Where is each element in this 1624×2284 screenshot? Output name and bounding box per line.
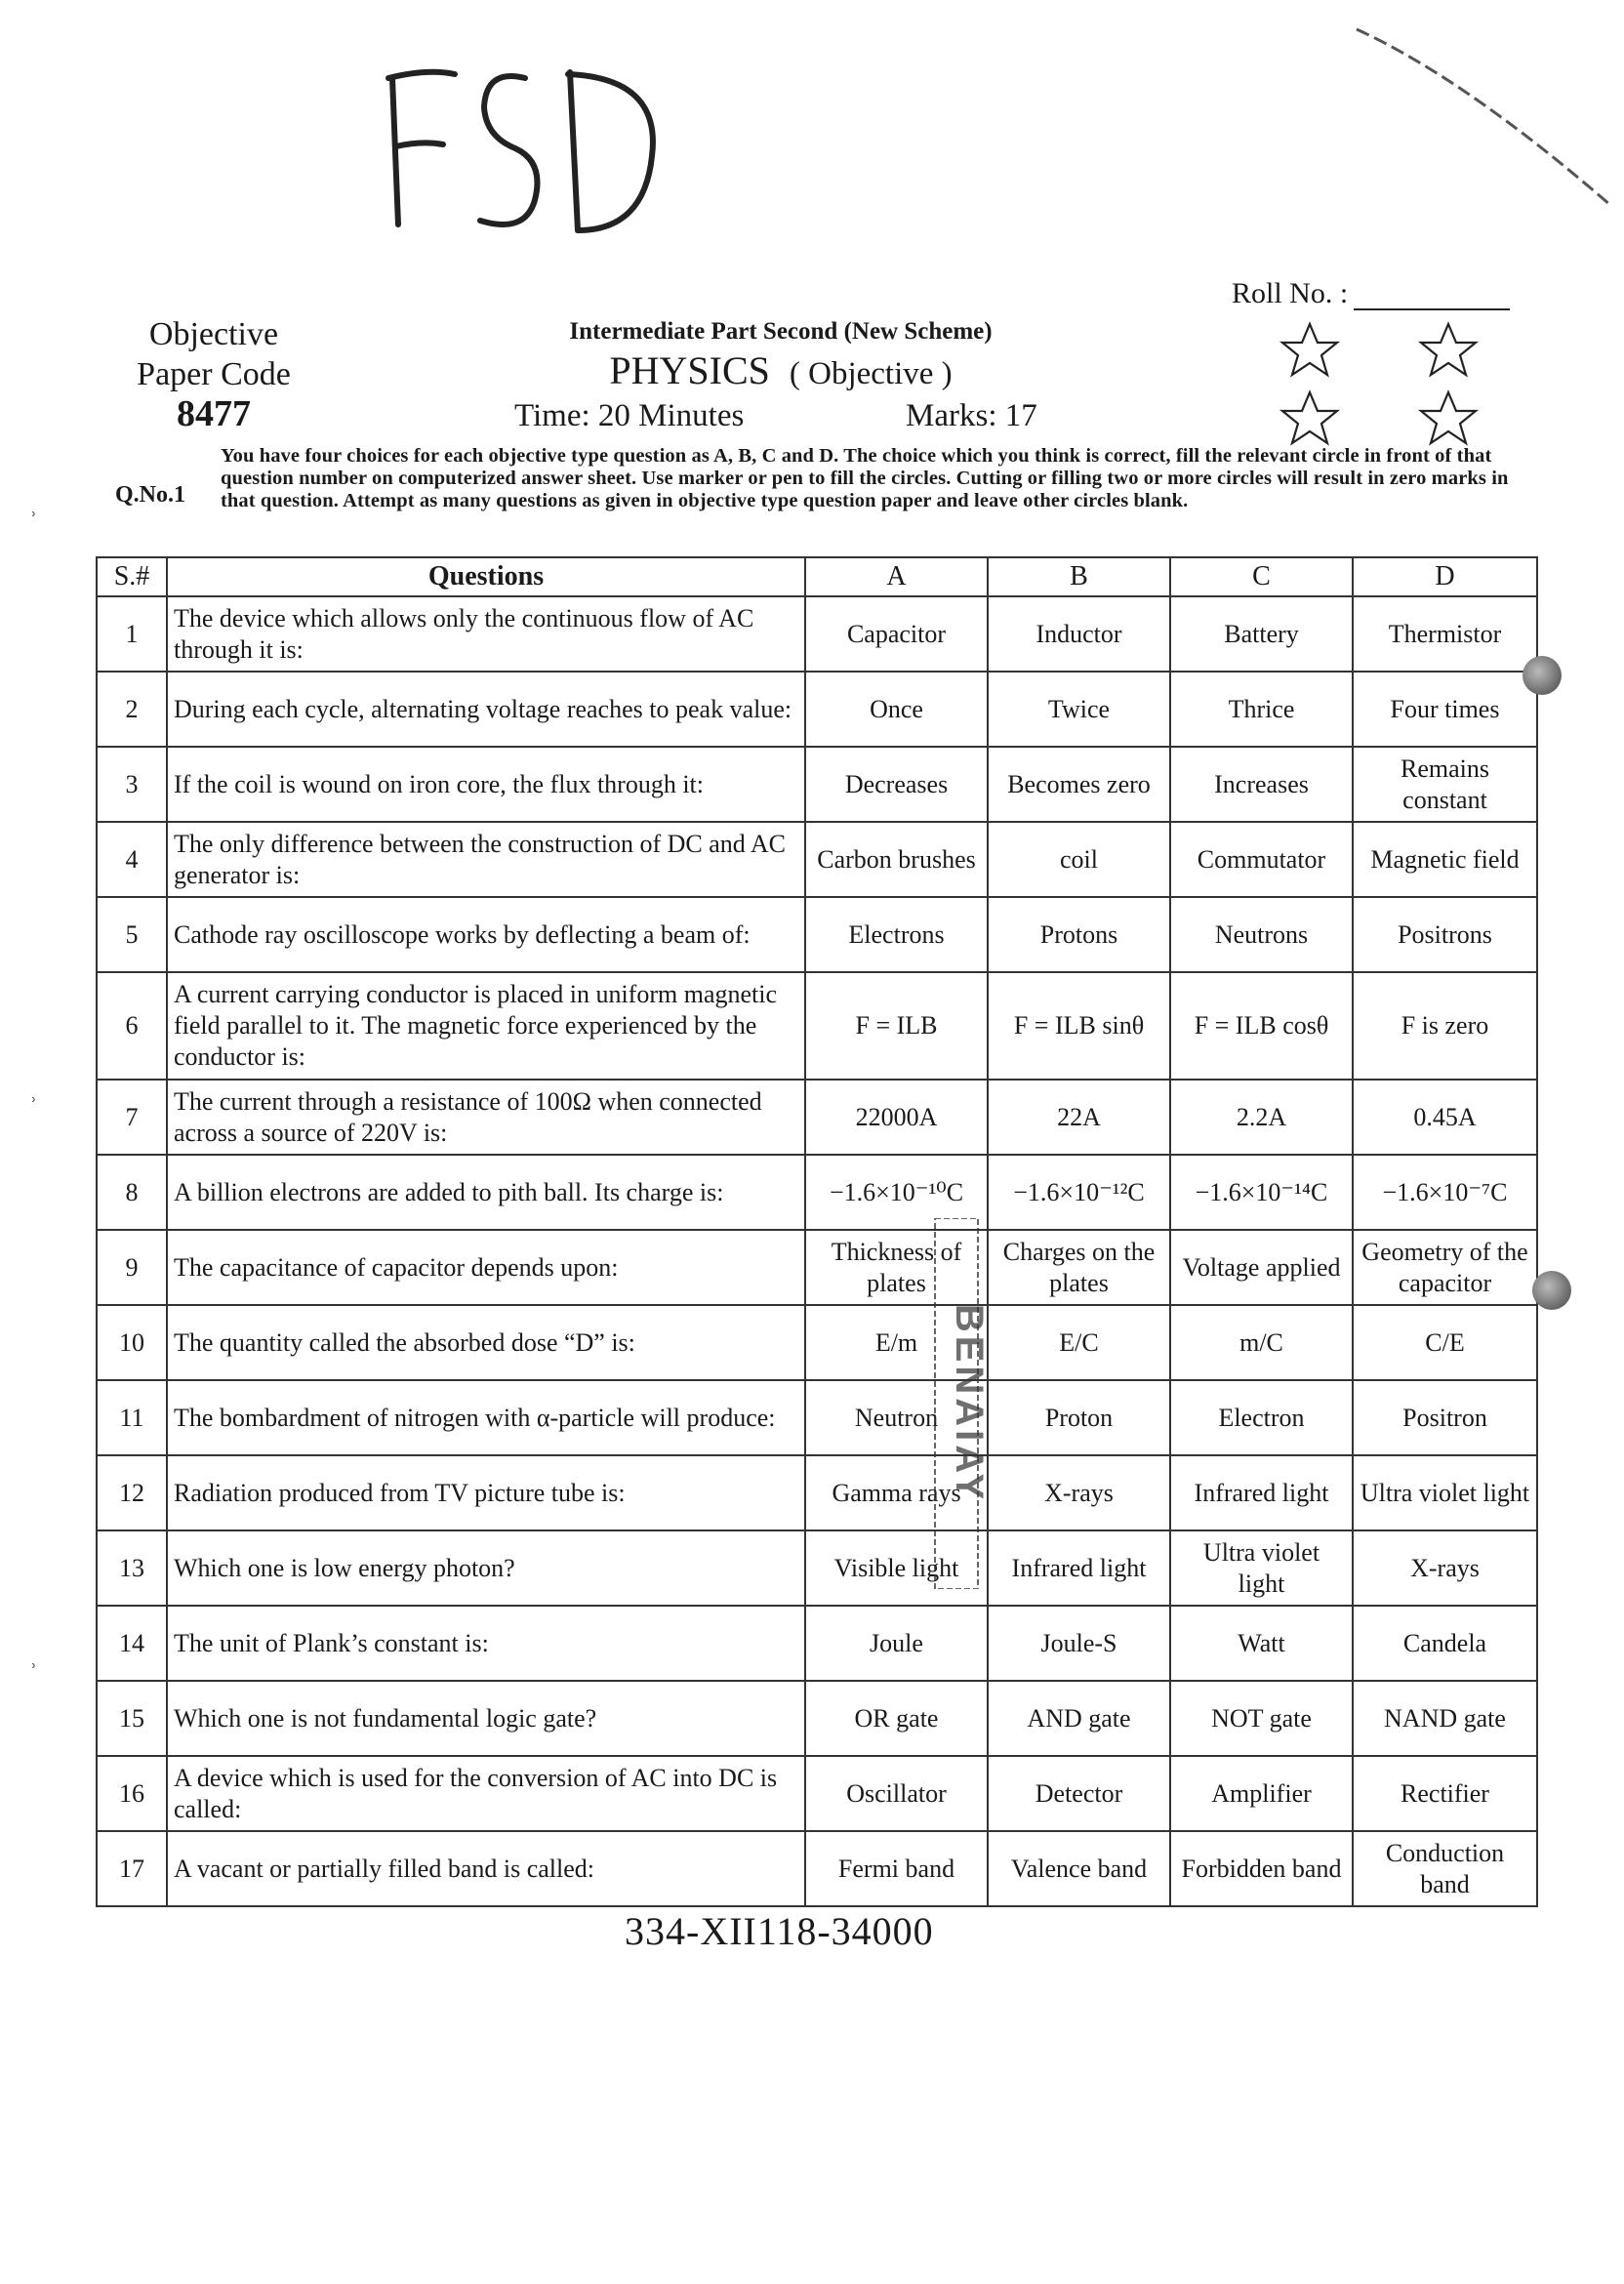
row-number: 14 (97, 1606, 167, 1681)
option-d: Four times (1353, 672, 1537, 747)
option-d: Positrons (1353, 897, 1537, 972)
option-c: m/C (1170, 1305, 1353, 1380)
option-a: Gamma rays (805, 1455, 988, 1530)
option-c: Thrice (1170, 672, 1353, 747)
option-d: Rectifier (1353, 1756, 1537, 1831)
margin-mark: ʾ (29, 508, 38, 536)
punch-hole (1532, 1271, 1571, 1310)
option-c: 2.2A (1170, 1080, 1353, 1155)
option-c: Amplifier (1170, 1756, 1353, 1831)
table-row (97, 747, 1537, 822)
row-number: 5 (97, 897, 167, 972)
option-b: Protons (988, 897, 1170, 972)
question-text: Cathode ray oscilloscope works by deflecting a beam of: (167, 897, 805, 972)
option-c: Ultra violet light (1170, 1530, 1353, 1606)
roll-number-label: Roll No. : (1232, 277, 1349, 309)
option-a: Capacitor (805, 596, 988, 672)
question-text: The bombardment of nitrogen with α-particle will produce: (167, 1380, 805, 1455)
row-number: 8 (97, 1155, 167, 1230)
subject-name: PHYSICS (609, 348, 770, 392)
table-row (97, 1455, 1537, 1530)
option-a: Decreases (805, 747, 988, 822)
option-b: coil (988, 822, 1170, 897)
option-a: −1.6×10⁻¹⁰C (805, 1155, 988, 1230)
row-number: 9 (97, 1230, 167, 1305)
instructions: You have four choices for each objective type question as A, B, C and D. The choice which you think is correct, fill the relevant circle in front of that question number on computerized answer sheet. Use marker or pen to fill the circles. Cutting or filling two or more circles will result in zero marks in that question. Attempt as many questions as given in objective type question paper and leave other circles blank. (221, 445, 1509, 511)
question-text: The quantity called the absorbed dose “D” is: (167, 1305, 805, 1380)
option-b: Inductor (988, 596, 1170, 672)
paper-code-label: Paper Code (137, 356, 291, 392)
option-a: Visible light (805, 1530, 988, 1606)
option-c: Infrared light (1170, 1455, 1353, 1530)
option-c: F = ILB cosθ (1170, 972, 1353, 1080)
star-icon (1421, 324, 1476, 375)
option-d: Candela (1353, 1606, 1537, 1681)
margin-mark: ʾ (29, 1093, 38, 1122)
star-icon (1282, 324, 1337, 375)
table-row (97, 1230, 1537, 1305)
option-c: Neutrons (1170, 897, 1353, 972)
paper-code-block (102, 314, 326, 434)
option-a: Once (805, 672, 988, 747)
question-text: The unit of Plank’s constant is: (167, 1606, 805, 1681)
row-number: 12 (97, 1455, 167, 1530)
subject-type: ( Objective ) (789, 356, 953, 391)
question-text: The current through a resistance of 100Ω when connected across a source of 220V is: (167, 1080, 805, 1155)
option-a: Fermi band (805, 1831, 988, 1906)
option-b: Becomes zero (988, 747, 1170, 822)
question-text: Which one is not fundamental logic gate? (167, 1681, 805, 1756)
option-a: Joule (805, 1606, 988, 1681)
question-text: The only difference between the construction of DC and AC generator is: (167, 822, 805, 897)
option-b: Detector (988, 1756, 1170, 1831)
table-row (97, 596, 1537, 672)
option-a: Thickness of plates (805, 1230, 988, 1305)
option-d: Ultra violet light (1353, 1455, 1537, 1530)
question-text: A device which is used for the conversion of AC into DC is called: (167, 1756, 805, 1831)
option-b: Twice (988, 672, 1170, 747)
stamp-text: BENAIAY (948, 1303, 991, 1504)
table-row (97, 1305, 1537, 1380)
option-c: NOT gate (1170, 1681, 1353, 1756)
roll-number (1232, 277, 1510, 310)
option-c: Battery (1170, 596, 1353, 672)
table-row (97, 1606, 1537, 1681)
table-row (97, 1831, 1537, 1906)
option-b: E/C (988, 1305, 1170, 1380)
star-boxes (1269, 318, 1503, 455)
table-row (97, 1681, 1537, 1756)
question-text: Which one is low energy photon? (167, 1530, 805, 1606)
punch-hole (1522, 656, 1562, 695)
option-c: Electron (1170, 1380, 1353, 1455)
row-number: 7 (97, 1080, 167, 1155)
table-row (97, 897, 1537, 972)
question-text: A billion electrons are added to pith ball. Its charge is: (167, 1155, 805, 1230)
option-b: F = ILB sinθ (988, 972, 1170, 1080)
option-d: C/E (1353, 1305, 1537, 1380)
question-text: A vacant or partially filled band is called: (167, 1831, 805, 1906)
subject-line (508, 347, 1054, 393)
option-b: Valence band (988, 1831, 1170, 1906)
option-b: AND gate (988, 1681, 1170, 1756)
option-a: E/m (805, 1305, 988, 1380)
objective-label: Objective (148, 316, 279, 352)
option-c: −1.6×10⁻¹⁴C (1170, 1155, 1353, 1230)
option-b: Infrared light (988, 1530, 1170, 1606)
star-icon (1421, 392, 1476, 443)
stamp-mark (910, 1218, 1003, 1589)
table-row (97, 672, 1537, 747)
option-c: Voltage applied (1170, 1230, 1353, 1305)
table-row (97, 1380, 1537, 1455)
option-b: Charges on the plates (988, 1230, 1170, 1305)
row-number: 6 (97, 972, 167, 1080)
option-a: Neutron (805, 1380, 988, 1455)
option-a: Carbon brushes (805, 822, 988, 897)
option-d: 0.45A (1353, 1080, 1537, 1155)
option-b: Joule-S (988, 1606, 1170, 1681)
row-number: 17 (97, 1831, 167, 1906)
option-d: NAND gate (1353, 1681, 1537, 1756)
row-number: 4 (97, 822, 167, 897)
option-d: Magnetic field (1353, 822, 1537, 897)
question-text: The device which allows only the continuous flow of AC through it is: (167, 596, 805, 672)
row-number: 2 (97, 672, 167, 747)
option-d: F is zero (1353, 972, 1537, 1080)
option-a: Electrons (805, 897, 988, 972)
table-row (97, 972, 1537, 1080)
option-b: 22A (988, 1080, 1170, 1155)
option-c: Commutator (1170, 822, 1353, 897)
row-number: 13 (97, 1530, 167, 1606)
exam-time: Time: 20 Minutes (514, 398, 745, 433)
question-text: A current carrying conductor is placed in uniform magnetic field parallel to it. The magnetic force experienced by the conductor is: (167, 972, 805, 1080)
header-option-a: A (805, 557, 988, 596)
row-number: 11 (97, 1380, 167, 1455)
row-number: 16 (97, 1756, 167, 1831)
roll-number-blank (1354, 283, 1510, 310)
table-header-row (97, 557, 1537, 596)
option-d: Remains constant (1353, 747, 1537, 822)
table-row (97, 1080, 1537, 1155)
question-number: Q.No.1 (115, 482, 185, 508)
option-d: Conduction band (1353, 1831, 1537, 1906)
option-b: Proton (988, 1380, 1170, 1455)
question-text: During each cycle, alternating voltage reaches to peak value: (167, 672, 805, 747)
header-option-c: C (1170, 557, 1353, 596)
table-row (97, 1530, 1537, 1606)
row-number: 10 (97, 1305, 167, 1380)
table-row (97, 1756, 1537, 1831)
footer-code: 334-XII118-34000 (625, 1909, 934, 1953)
corner-scratch (1347, 20, 1620, 215)
header-option-d: D (1353, 557, 1537, 596)
exam-title-block (508, 318, 1054, 393)
exam-marks: Marks: 17 (906, 398, 1037, 433)
questions-table (96, 556, 1538, 1907)
header-questions: Questions (167, 557, 805, 596)
option-d: −1.6×10⁻⁷C (1353, 1155, 1537, 1230)
option-c: Forbidden band (1170, 1831, 1353, 1906)
header-option-b: B (988, 557, 1170, 596)
option-d: X-rays (1353, 1530, 1537, 1606)
option-a: F = ILB (805, 972, 988, 1080)
option-d: Geometry of the capacitor (1353, 1230, 1537, 1305)
option-a: OR gate (805, 1681, 988, 1756)
option-c: Watt (1170, 1606, 1353, 1681)
option-b: −1.6×10⁻¹²C (988, 1155, 1170, 1230)
table-row (97, 822, 1537, 897)
option-a: 22000A (805, 1080, 988, 1155)
option-d: Positron (1353, 1380, 1537, 1455)
margin-mark: ʾ (29, 1659, 38, 1688)
option-d: Thermistor (1353, 596, 1537, 672)
row-number: 15 (97, 1681, 167, 1756)
option-b: X-rays (988, 1455, 1170, 1530)
handwritten-note-fsd (379, 39, 671, 254)
question-text: If the coil is wound on iron core, the flux through it: (167, 747, 805, 822)
exam-level: Intermediate Part Second (New Scheme) (569, 318, 993, 345)
row-number: 3 (97, 747, 167, 822)
table-row (97, 1155, 1537, 1230)
option-a: Oscillator (805, 1756, 988, 1831)
star-icon (1282, 392, 1337, 443)
paper-code: 8477 (177, 393, 251, 434)
option-c: Increases (1170, 747, 1353, 822)
row-number: 1 (97, 596, 167, 672)
header-sn: S.# (97, 557, 167, 596)
question-text: Radiation produced from TV picture tube is: (167, 1455, 805, 1530)
question-text: The capacitance of capacitor depends upon: (167, 1230, 805, 1305)
